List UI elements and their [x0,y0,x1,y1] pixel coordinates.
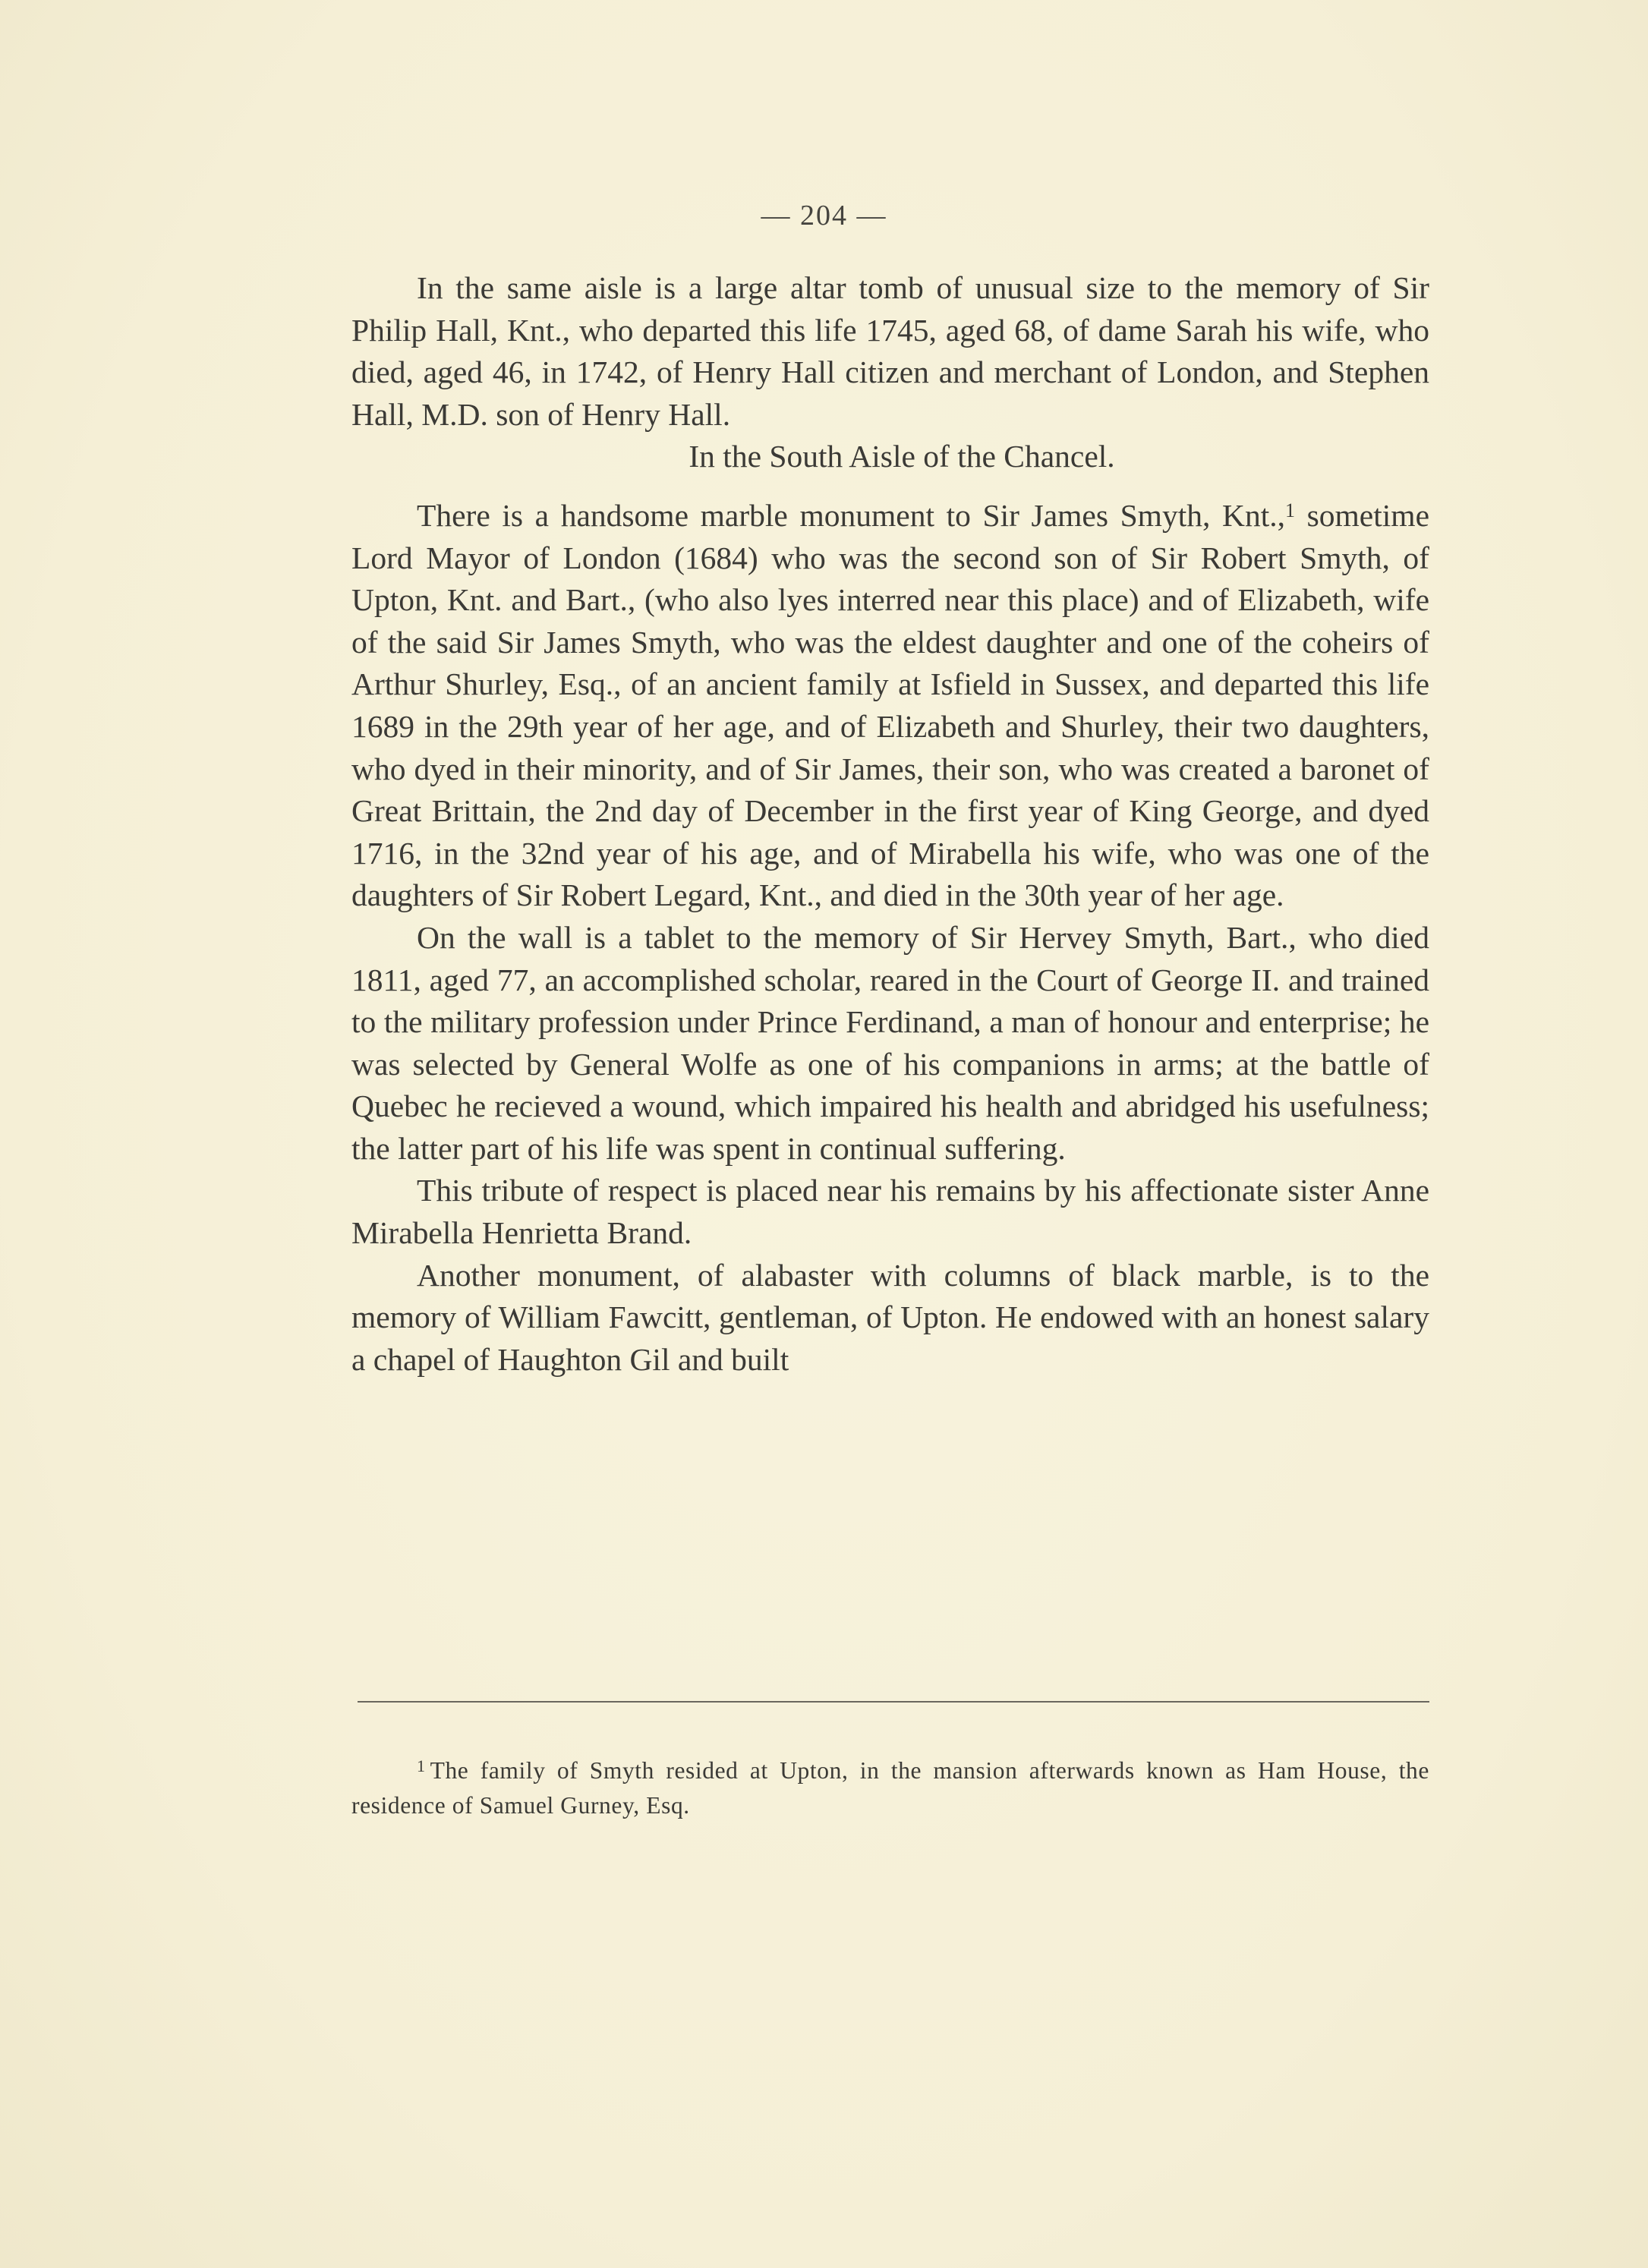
paragraph-hall-tomb: In the same aisle is a large altar tomb of unusual size to the memory of Sir Philip Hall, Knt., who departed this life 1745, aged 68, of dame Sarah his wife, who died, aged 46, in 1742, of Henry Hall citizen and merchant of London, and Stephen Hall, M.D. son of Henry Hall. [351,270,1429,432]
footnote-reference: 1 [1285,499,1295,521]
footnote-divider [358,1701,1429,1703]
paragraph-smyth-monument [351,495,1429,917]
paragraph-hervey-tablet: On the wall is a tablet to the memory of Sir Hervey Smyth, Bart., who died 1811, aged 77, an accomplished scholar, reared in the Court of George II. and trained to the military profession under Prince Ferdinand, a man of honour and enterprise; he was selected by General Wolfe as one of his companions in arms; at the battle of Quebec he recieved a wound, which impaired his health and abridged his usefulness; the latter part of his life was spent in continual suffering. [351,919,1429,1166]
paragraph-fawcitt-monument: Another monument, of alabaster with columns of black marble, is to the memory of William Fawcitt, gentleman, of Upton. He endowed with an honest salary a chapel of Haughton Gil and built [351,1257,1429,1377]
page-number: — 204 — [761,200,887,232]
footnote-mark: 1 [417,1756,426,1775]
main-text [351,267,1429,1381]
paragraph-text-end: sometime Lord Mayor of London (1684) who was the second son of Sir Robert Smyth, of Upton, Knt. and Bart., (who also lyes interred near this place) and of Elizabeth, wife of the said Sir James Smyth, who was the eldest daughter and one of the coheirs of Arthur Shurley, Esq., of an ancient family at Isfield in Sussex, and departed this life 1689 in the 29th year of her age, and of Elizabeth and Shurley, their two daughters, who dyed in their minority, and of Sir James, their son, who was created a baronet of Great Brittain, the 2nd day of December in the first year of King George, and dyed 1716, in the 32nd year of his age, and of Mirabella his wife, who was one of the daughters of Sir Robert Legard, Knt., and died in the 30th year of her age. [351,497,1429,913]
paragraph-text-start: There is a handsome marble monument to Sir James Smyth, Knt., [417,497,1285,533]
paragraph-tribute: This tribute of respect is placed near his remains by his affectionate sister Anne Mirabella Henrietta Brand. [351,1173,1429,1251]
footnote [351,1753,1429,1823]
footnote-text: The family of Smyth resided at Upton, in the mansion afterwards known as Ham House, the residence of Samuel Gurney, Esq. [351,1757,1429,1819]
section-heading: In the South Aisle of the Chancel. [689,439,1115,474]
